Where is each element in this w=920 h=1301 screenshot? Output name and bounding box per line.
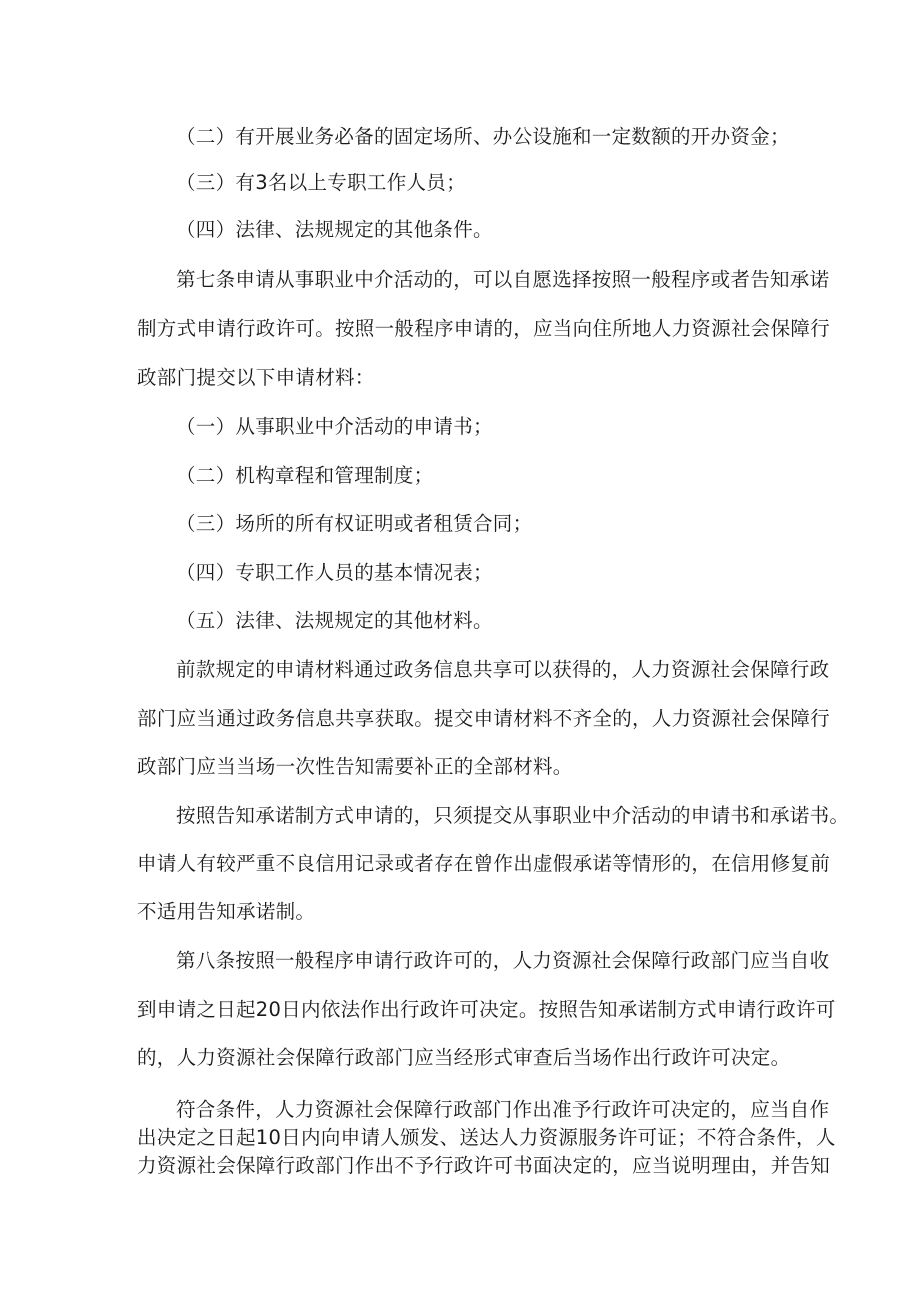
- text-line: （一）从事职业中介活动的申请书；: [176, 415, 493, 438]
- text-line: 不适用告知承诺制。: [137, 900, 316, 923]
- text-line: （三）场所的所有权证明或者租赁合同；: [176, 512, 533, 535]
- text-line: 符合条件，人力资源社会保障行政部门作出准予行政许可决定的，应当自作: [176, 1098, 830, 1121]
- text-line: 出决定之日起10日内向申请人颁发、送达人力资源服务许可证；不符合条件，人: [137, 1126, 836, 1149]
- text-line: 制方式申请行政许可。按照一般程序申请的，应当向住所地人力资源社会保障行: [137, 317, 831, 340]
- text-line: 第七条申请从事职业中介活动的，可以自愿选择按照一般程序或者告知承诺: [176, 268, 830, 291]
- text-line: 部门应当通过政务信息共享获取。提交申请材料不齐全的，人力资源社会保障行: [137, 707, 831, 730]
- text-line: 到申请之日起20日内依法作出行政许可决定。按照告知承诺制方式申请行政许可: [137, 998, 836, 1021]
- text-line: 前款规定的申请材料通过政务信息共享可以获得的，人力资源社会保障行政: [176, 658, 830, 681]
- text-line: （三）有3名以上专职工作人员；: [176, 171, 466, 194]
- text-line: （二）有开展业务必备的固定场所、办公设施和一定数额的开办资金；: [176, 125, 790, 148]
- text-line: （四）专职工作人员的基本情况表；: [176, 561, 493, 584]
- text-line: 力资源社会保障行政部门作出不予行政许可书面决定的，应当说明理由，并告知: [137, 1154, 831, 1177]
- text-line: 第八条按照一般程序申请行政许可的，人力资源社会保障行政部门应当自收: [176, 949, 830, 972]
- text-line: （四）法律、法规规定的其他条件。: [176, 218, 493, 241]
- text-line: 政部门提交以下申请材料：: [137, 366, 375, 389]
- text-line: 申请人有较严重不良信用记录或者存在曾作出虚假承诺等情形的，在信用修复前: [137, 852, 831, 875]
- text-line: 政部门应当当场一次性告知需要补正的全部材料。: [137, 755, 573, 778]
- text-line: 的，人力资源社会保障行政部门应当经形式审查后当场作出行政许可决定。: [137, 1046, 791, 1069]
- text-line: （二）机构章程和管理制度；: [176, 464, 434, 487]
- text-line: 按照告知承诺制方式申请的，只须提交从事职业中介活动的申请书和承诺书。: [176, 804, 850, 827]
- text-line: （五）法律、法规规定的其他材料。: [176, 609, 493, 632]
